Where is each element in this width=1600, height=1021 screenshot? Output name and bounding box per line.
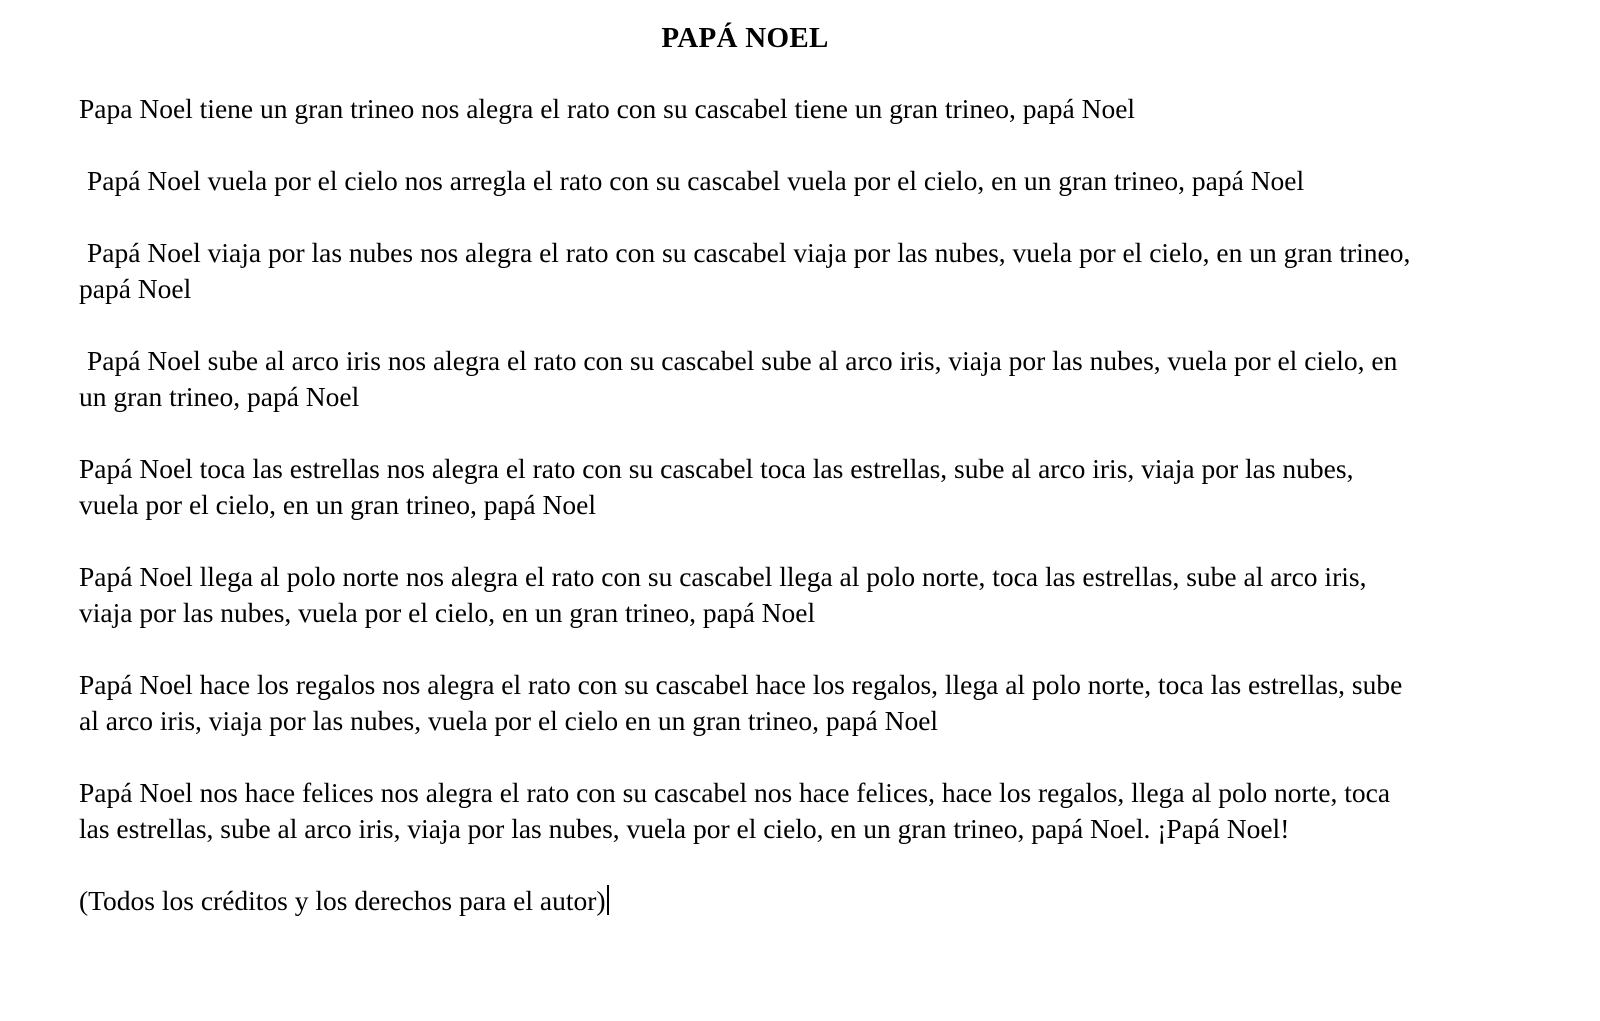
document-title: PAPÁ NOEL — [661, 22, 829, 54]
paragraph: Papá Noel sube al arco iris nos alegra el rato con su cascabel sube al arco iris, viaja por las nubes, vuela por el cielo, en un gran trineo, papá Noel — [79, 345, 1398, 412]
paragraph: Papá Noel toca las estrellas nos alegra el rato con su cascabel toca las estrellas, sube al arco iris, viaja por las nubes, vuela por el cielo, en un gran trineo, papá Noel — [79, 453, 1354, 520]
paragraph: Papá Noel llega al polo norte nos alegra el rato con su cascabel llega al polo norte, toca las estrellas, sube al arco iris, viaja por las nubes, vuela por el cielo, en un gran trineo, papá Noel — [79, 561, 1367, 628]
credits-line — [79, 883, 1419, 919]
paragraph: Papá Noel nos hace felices nos alegra el rato con su cascabel nos hace felices, hace los regalos, llega al polo norte, toca las estrellas, sube al arco iris, viaja por las nubes, vuela por el cielo, en un gran trineo, papá Noel. ¡Papá Noel! — [79, 777, 1391, 844]
paragraph: Papá Noel vuela por el cielo nos arregla el rato con su cascabel vuela por el cielo, en un gran trineo, papá Noel — [87, 165, 1305, 196]
paragraph: Papá Noel viaja por las nubes nos alegra el rato con su cascabel viaja por las nubes, vuela por el cielo, en un gran trineo, papá Noel — [79, 237, 1411, 304]
credits-text: (Todos los créditos y los derechos para el autor) — [79, 885, 606, 916]
document-body[interactable] — [79, 91, 1419, 919]
paragraph: Papa Noel tiene un gran trineo nos alegra el rato con su cascabel tiene un gran trineo, papá Noel — [79, 93, 1136, 124]
paragraph: Papá Noel hace los regalos nos alegra el rato con su cascabel hace los regalos, llega al polo norte, toca las estrellas, sube al arco iris, viaja por las nubes, vuela por el cielo en un gran trineo, papá Noel — [79, 669, 1403, 736]
text-cursor — [607, 885, 609, 915]
